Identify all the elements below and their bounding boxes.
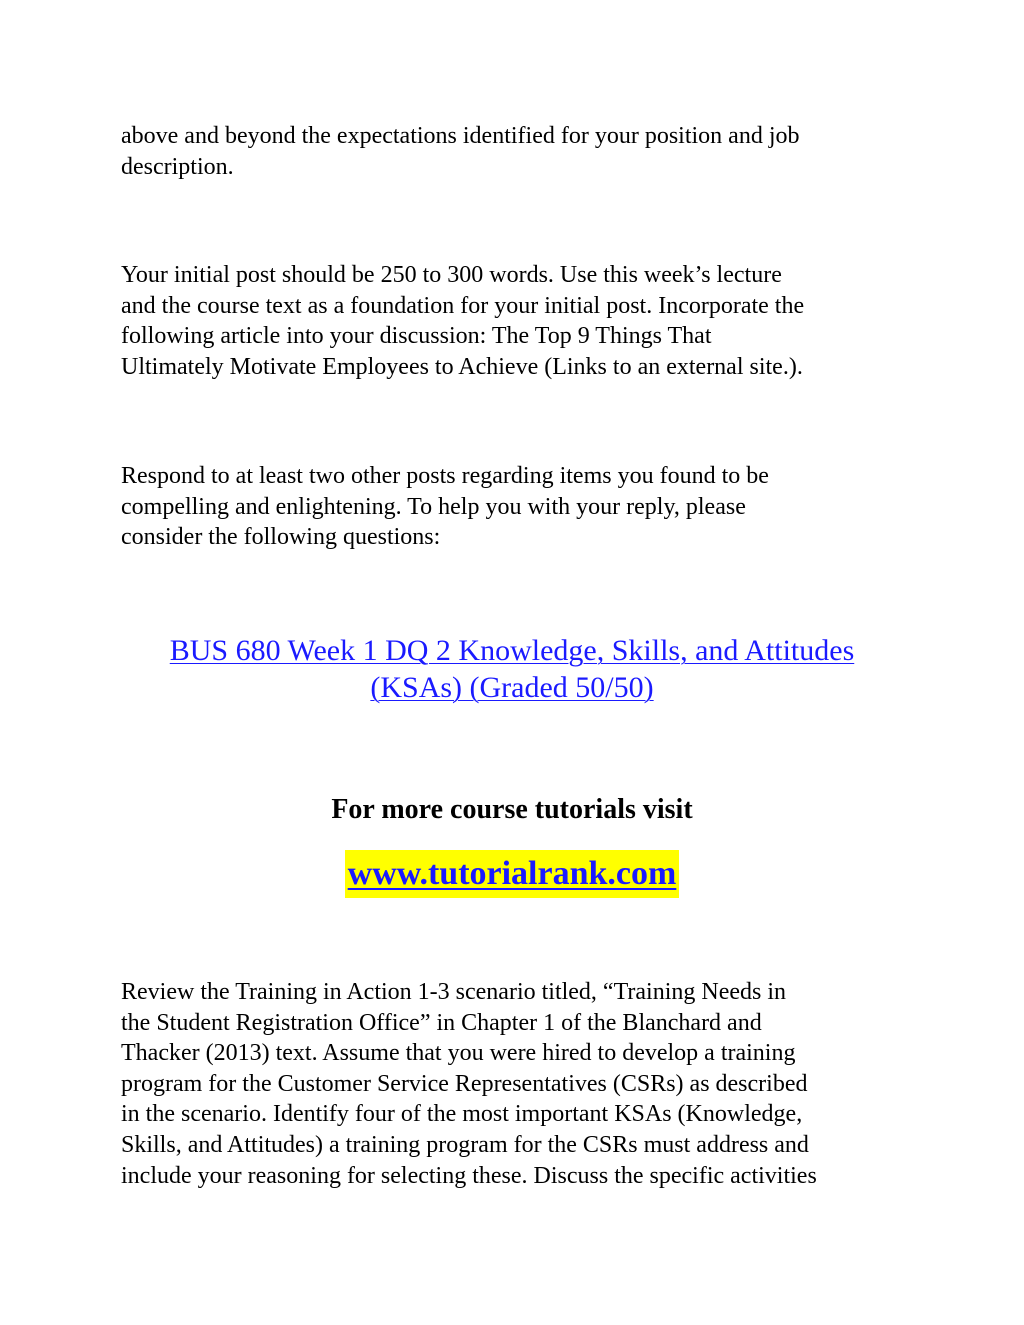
paragraph-initial-post: Your initial post should be 250 to 300 words. Use this week’s lecture and the course text as a foundation for your initial post. Incorporate the following article into your discussion: The Top 9 Things That Ultimately Motivate Employees to Achieve (Links to an external site.). xyxy=(121,262,805,380)
paragraph-review-scenario: Review the Training in Action 1-3 scenario titled, “Training Needs in the Student Registration Office” in Chapter 1 of the Blanchard and Thacker (2013) text. Assume that you were hired to develop a training program for the Customer Service Representatives (CSRs) as described in the scenario. Identify four of the most important KSAs (Knowledge, Skills, and Attitudes) a training program for the CSRs must address and include your reasoning for selecting these. Discuss the specific activities xyxy=(121,979,817,1189)
promo-label: For more course tutorials visit xyxy=(331,794,693,825)
paragraph-respond: Respond to at least two other posts regarding items you found to be compelling and enlightening. To help you with your reply, please consider the following questions: xyxy=(121,463,769,551)
website-link[interactable]: www.tutorialrank.com xyxy=(345,850,680,898)
paragraph-expectations: above and beyond the expectations identified for your position and job description. xyxy=(121,123,800,180)
promo-site-wrapper xyxy=(0,850,1024,898)
course-title-link[interactable]: BUS 680 Week 1 DQ 2 Knowledge, Skills, and Attitudes (KSAs) (Graded 50/50) xyxy=(169,634,855,704)
